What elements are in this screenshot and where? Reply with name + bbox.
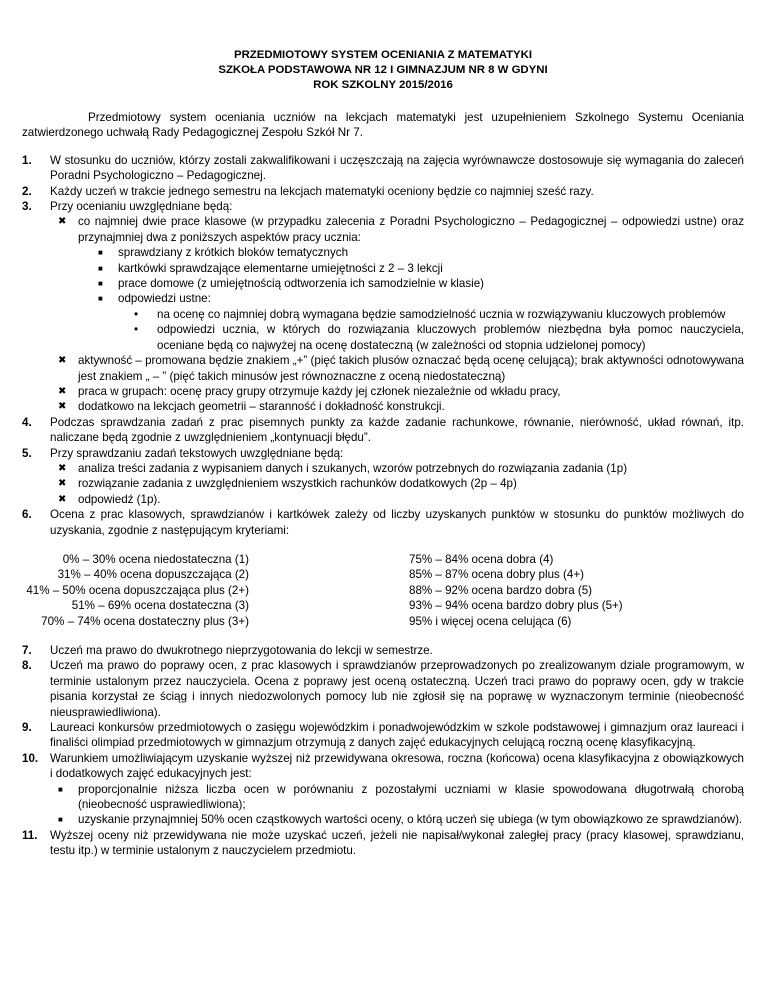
list-item xyxy=(22,720,744,751)
sub-item: ✖ aktywność – promowana będzie znakiem „+” (pięć takich plusów oznaczać będą ocenę celującą); brak aktywności odnotowywana jest znakiem „ – ” (pięć takich minusów jest równoznaczne z oceną niedostateczną) xyxy=(58,354,744,383)
grade-row: 0% – 30% ocena niedostateczna (1) xyxy=(62,552,249,566)
item-text: Ocena z prac klasowych, sprawdzianów i kartkówek zależy od liczby uzyskanych punktów w stosunku do punktów możliwych do uzyskania, zgodnie z następującym kryteriami: xyxy=(50,508,744,537)
title-line-3: ROK SZKOLNY 2015/2016 xyxy=(313,79,453,91)
grading-scale-left xyxy=(22,552,297,629)
item-number: 2. xyxy=(22,184,32,198)
item-number: 4. xyxy=(22,415,32,429)
item-number: 9. xyxy=(22,721,32,735)
sub-item: ✖ dodatkowo na lekcjach geometrii – staranność i dokładność konstrukcji. xyxy=(58,400,445,414)
item-text: Każdy uczeń w trakcie jednego semestru na lekcjach matematyki oceniony będzie co najmniej sześć razy. xyxy=(50,184,594,198)
list-item xyxy=(22,643,744,658)
document-title xyxy=(22,48,744,93)
item-text: Uczeń ma prawo do dwukrotnego nieprzygotowania do lekcji w semestrze. xyxy=(50,644,433,657)
item-text: Przy ocenianiu uwzględniane będą: xyxy=(50,200,233,214)
cross-bullet-icon: ✖ xyxy=(58,216,67,228)
list-item xyxy=(22,199,744,214)
title-line-2: SZKOŁA PODSTAWOWA NR 12 I GIMNAZJUM NR 8 W GDYNI xyxy=(218,64,548,76)
item-number: 11. xyxy=(22,828,38,842)
title-line-1: PRZEDMIOTOWY SYSTEM OCENIANIA Z MATEMATYKI xyxy=(233,49,533,61)
list-item xyxy=(22,828,744,859)
item-number: 6. xyxy=(22,508,32,522)
sub-sub-sub-item: • na ocenę co najmniej dobrą wymagana będzie samodzielność ucznia w rozwiązywaniu kluczowych problemów xyxy=(134,307,726,321)
sub-item: ✖ analiza treści zadania z wypisaniem danych i szukanych, wzorów potrzebnych do rozwiązania zadania (1p) xyxy=(58,461,628,475)
item-text: Podczas sprawdzania zadań z prac pisemnych punkty za każde zadanie rachunkowe, równanie, nierówność, układ równań, itp. naliczane będą zgodnie z uwzględnieniem „kontynuacji błędu”. xyxy=(50,415,744,445)
grade-row: 88% – 92% ocena bardzo dobra (5) xyxy=(409,583,593,597)
list-item xyxy=(22,507,744,538)
sub-sub-sub-item: • odpowiedzi ucznia, w których do rozwiązania kluczowych problemów niezbędna była pomoc nauczyciela, oceniane będą co najwyżej na ocenę dostateczną (w zależności od stopnia udzielonej pomocy) xyxy=(134,323,744,352)
grade-row: 85% – 87% ocena dobry plus (4+) xyxy=(409,568,584,582)
cross-bullet-icon: ✖ xyxy=(58,401,67,413)
list-item xyxy=(22,658,744,720)
grading-scale-right xyxy=(409,552,623,629)
cross-bullet-icon: ✖ xyxy=(58,462,67,474)
item-text: Przy sprawdzaniu zadań tekstowych uwzględniane będą: xyxy=(50,446,344,460)
square-bullet-icon: ■ xyxy=(98,248,103,258)
grade-row: 41% – 50% ocena dopuszczająca plus (2+) xyxy=(26,583,249,597)
item-text: W stosunku do uczniów, którzy zostali zakwalifikowani i uczęszczają na zajęcia wyrównawcze dostosowuje się wymagania do zaleceń Poradni Psychologiczno – Pedagogicznej. xyxy=(50,153,744,183)
sub-item: ✖ odpowiedź (1p). xyxy=(58,492,161,506)
grade-row: 51% – 69% ocena dostateczna (3) xyxy=(71,599,249,613)
item-number: 3. xyxy=(22,200,32,214)
square-bullet-icon: ■ xyxy=(58,784,63,794)
grade-row: 95% i więcej ocena celująca (6) xyxy=(409,614,572,628)
cross-bullet-icon: ✖ xyxy=(58,355,67,367)
square-bullet-icon: ■ xyxy=(98,263,103,273)
item-number: 1. xyxy=(22,153,32,167)
sub-item: ■ uzyskanie przynajmniej 50% ocen cząstkowych wartości oceny, o którą uczeń się ubiega (w tym obowiązkowo ze sprawdzianów). xyxy=(58,813,743,827)
item-text: Warunkiem umożliwiającym uzyskanie wyższej niż przewidywana okresowa, roczna (końcowa) ocena klasyfikacyjna z obowiązkowych i dodatkowych zajęć edukacyjnych jest: xyxy=(50,751,744,781)
dot-bullet-icon: • xyxy=(134,307,139,321)
sub-sub-item: ■ kartkówki sprawdzające elementarne umiejętności z 2 – 3 lekcji xyxy=(98,261,443,275)
square-bullet-icon: ■ xyxy=(98,294,103,304)
sub-item: ✖ co najmniej dwie prace klasowe (w przypadku zalecenia z Poradni Psychologiczno – Pedagogicznej – odpowiedzi ustne) oraz przynajmniej dwa z poniższych aspektów pracy ucznia: xyxy=(58,215,744,244)
grading-scale xyxy=(22,552,744,629)
item-number: 7. xyxy=(22,644,32,657)
grade-row: 70% – 74% ocena dostateczny plus (3+) xyxy=(41,614,249,628)
sub-item: ✖ praca w grupach: ocenę pracy grupy otrzymuje każdy jej członek niezależnie od wkładu pracy, xyxy=(58,384,561,398)
item-text: Laureaci konkursów przedmiotowych o zasięgu wojewódzkim i ponadwojewódzkim w szkole podstawowej i gimnazjum oraz laureaci i finaliści olimpiad przedmiotowych w gimnazjum otrzymują z danych zajęć edukacyjnych celującą roczną ocenę klasyfikacyjną. xyxy=(50,721,744,750)
item-text: Wyższej oceny niż przewidywana nie może uzyskać uczeń, jeżeli nie napisał/wykonał zaległej pracy (pracy klasowej, sprawdzianu, testu itp.) w terminie ustalonym z nauczycielem przedmiotu. xyxy=(50,828,744,858)
intro-paragraph: Przedmiotowy system oceniania uczniów na lekcjach matematyki jest uzupełnieniem Szkolnego Systemu Oceniania zatwierdzonego uchwałą Rady Pedagogicznej Zespołu Szkół Nr 7. xyxy=(22,111,744,140)
sub-sub-item: ■ sprawdziany z krótkich bloków tematycznych xyxy=(98,246,349,260)
grade-row: 31% – 40% ocena dopuszczająca (2) xyxy=(57,568,249,582)
dot-bullet-icon: • xyxy=(134,323,139,337)
sub-sub-item: ■ odpowiedzi ustne: xyxy=(98,292,211,306)
numbered-list xyxy=(22,153,744,859)
sub-sub-item: ■ prace domowe (z umiejętnością odtworzenia ich samodzielnie w klasie) xyxy=(98,277,485,291)
list-item xyxy=(22,153,744,184)
item-number: 5. xyxy=(22,446,32,460)
list-item xyxy=(22,184,744,199)
cross-bullet-icon: ✖ xyxy=(58,478,67,490)
cross-bullet-icon: ✖ xyxy=(58,385,67,397)
document-page xyxy=(22,48,744,859)
grade-row: 75% – 84% ocena dobra (4) xyxy=(409,552,554,566)
sub-item: ■ proporcjonalnie niższa liczba ocen w porównaniu z pozostałymi uczniami w klasie spowodowana długotrwałą chorobą (nieobecność usprawiedliwiona); xyxy=(58,782,744,812)
item-text: Uczeń ma prawo do poprawy ocen, z prac klasowych i sprawdzianów przeprowadzonych po zrealizowanym dziale programowym, w terminie ustalonym przez nauczyciela. Ocena z poprawy jest oceną ostateczną. Uczeń traci prawo do poprawy ocen, gdy w trakcie pisania korzystał ze ściąg i innych niedozwolonych pomocy lub nie zgłosił się na poprawę w wyznaczonym terminie (nieobecność nieusprawiedliwiona). xyxy=(50,659,744,719)
list-item xyxy=(22,751,744,782)
sub-item: ✖ rozwiązanie zadania z uwzględnieniem wszystkich rachunków dodatkowych (2p – 4p) xyxy=(58,477,517,491)
square-bullet-icon: ■ xyxy=(98,279,103,289)
grade-row: 93% – 94% ocena bardzo dobry plus (5+) xyxy=(409,599,623,613)
item-number: 10. xyxy=(22,751,39,765)
item-number: 8. xyxy=(22,659,32,673)
list-item xyxy=(22,446,744,461)
list-item xyxy=(22,415,744,446)
cross-bullet-icon: ✖ xyxy=(58,493,67,505)
square-bullet-icon: ■ xyxy=(58,815,63,825)
